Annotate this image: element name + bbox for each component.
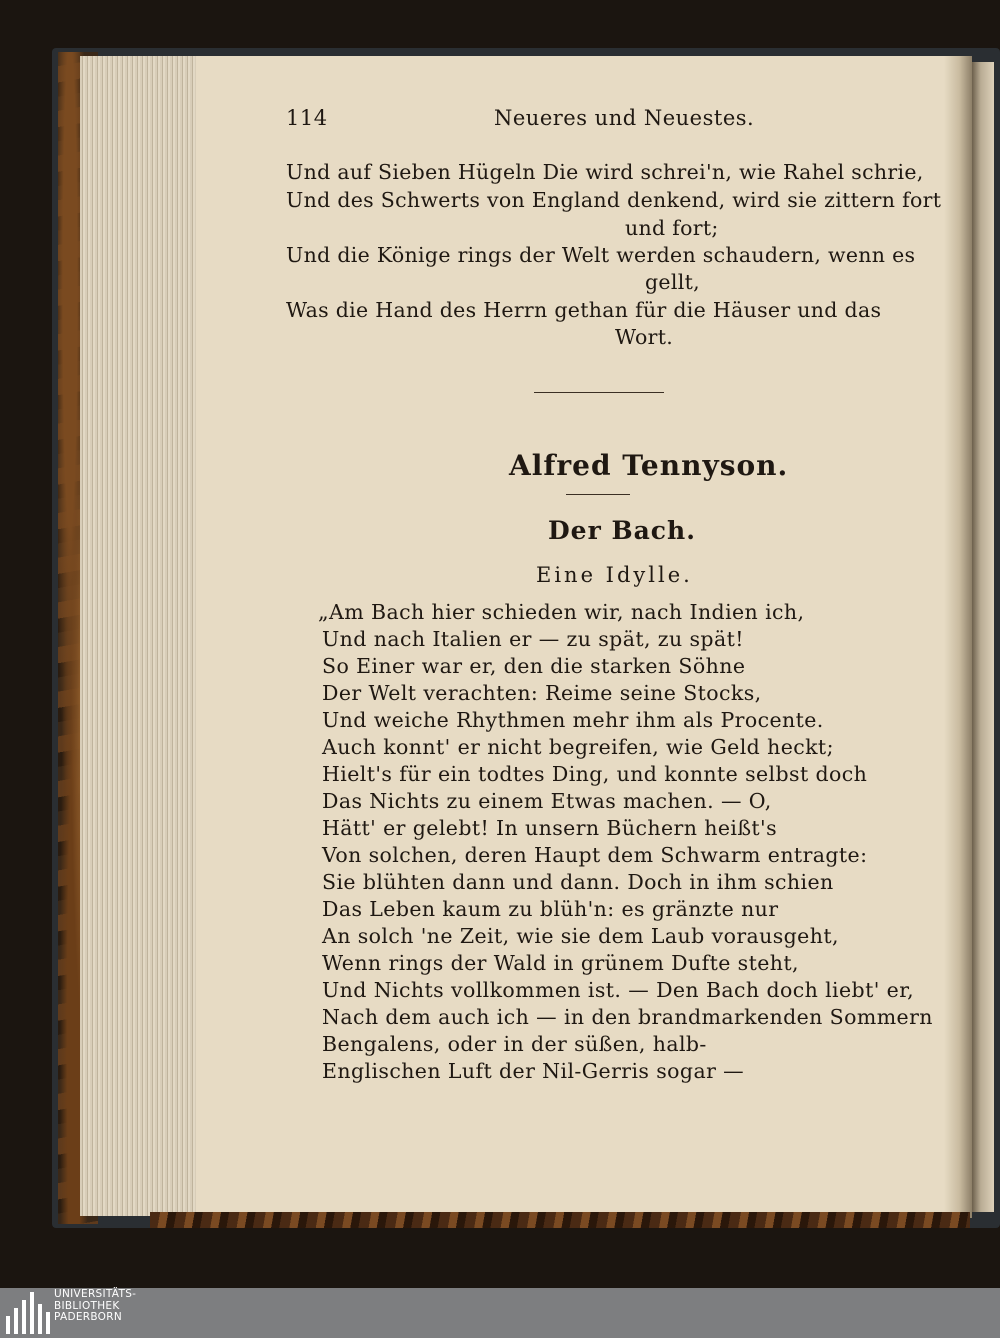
poem-line: Das Leben kaum zu blüh'n: es gränzte nur	[322, 897, 779, 921]
page-number: 114	[286, 106, 328, 130]
author-heading: Alfred Tennyson.	[509, 449, 789, 482]
poem-line: Hielt's für ein todtes Ding, und konnte selbst doch	[322, 762, 868, 786]
poem-line: Und weiche Rhythmen mehr ihm als Procente.	[322, 708, 824, 732]
section-divider	[534, 392, 664, 393]
stanza-line: Und des Schwerts von England denkend, wird sie zittern fort	[286, 188, 942, 212]
poem-line: An solch 'ne Zeit, wie sie dem Laub vorausgeht,	[322, 924, 839, 948]
stanza-line: gellt,	[645, 270, 700, 294]
poem-line: Nach dem auch ich — in den brandmarkenden Sommern	[322, 1005, 933, 1029]
poem-line: Englischen Luft der Nil-Gerris sogar —	[322, 1059, 745, 1083]
poem-line: Wenn rings der Wald in grünem Dufte steht,	[322, 951, 799, 975]
stanza-line: Was die Hand des Herrn gethan für die Häuser und das	[286, 298, 882, 322]
poem-subtitle: Eine Idylle.	[536, 563, 693, 587]
poem-line: Das Nichts zu einem Etwas machen. — O,	[322, 789, 772, 813]
logo-line: BIBLIOTHEK	[54, 1299, 120, 1312]
poem-line: Von solchen, deren Haupt dem Schwarm entragte:	[322, 843, 868, 867]
poem-line: So Einer war er, den die starken Söhne	[322, 654, 746, 678]
poem-line: Sie blühten dann und dann. Doch in ihm schien	[322, 870, 834, 894]
logo-line: UNIVERSITÄTS-	[54, 1288, 137, 1300]
library-logo-icon	[6, 1292, 50, 1334]
marbled-bottom-edge	[150, 1212, 970, 1228]
library-logo-text	[54, 1289, 136, 1324]
logo-line: PADERBORN	[54, 1311, 122, 1323]
stanza-line: Und die Könige rings der Welt werden schaudern, wenn es	[286, 243, 916, 267]
running-title: Neueres und Neuestes.	[494, 106, 755, 130]
page-edges	[80, 56, 200, 1216]
poem-line: Auch konnt' er nicht begreifen, wie Geld heckt;	[322, 735, 834, 759]
page-gutter	[944, 56, 972, 1218]
poem-line: Der Welt verachten: Reime seine Stocks,	[322, 681, 762, 705]
poem-title: Der Bach.	[548, 516, 696, 545]
stanza-line: Wort.	[615, 325, 674, 349]
heading-divider	[566, 494, 630, 495]
library-footer-bar	[0, 1288, 1000, 1338]
poem-line: Bengalens, oder in der süßen, halb-	[322, 1032, 707, 1056]
poem-line: Und nach Italien er — zu spät, zu spät!	[322, 627, 744, 651]
poem-line: Hätt' er gelebt! In unsern Büchern heißt's	[322, 816, 778, 840]
stanza-line: und fort;	[625, 216, 719, 240]
poem-line: Und Nichts vollkommen ist. — Den Bach doch liebt' er,	[322, 978, 915, 1002]
facing-page-edge	[972, 62, 994, 1212]
poem-line: „Am Bach hier schieden wir, nach Indien ich,	[318, 600, 805, 624]
stanza-line: Und auf Sieben Hügeln Die wird schrei'n, wie Rahel schrie,	[286, 160, 924, 184]
